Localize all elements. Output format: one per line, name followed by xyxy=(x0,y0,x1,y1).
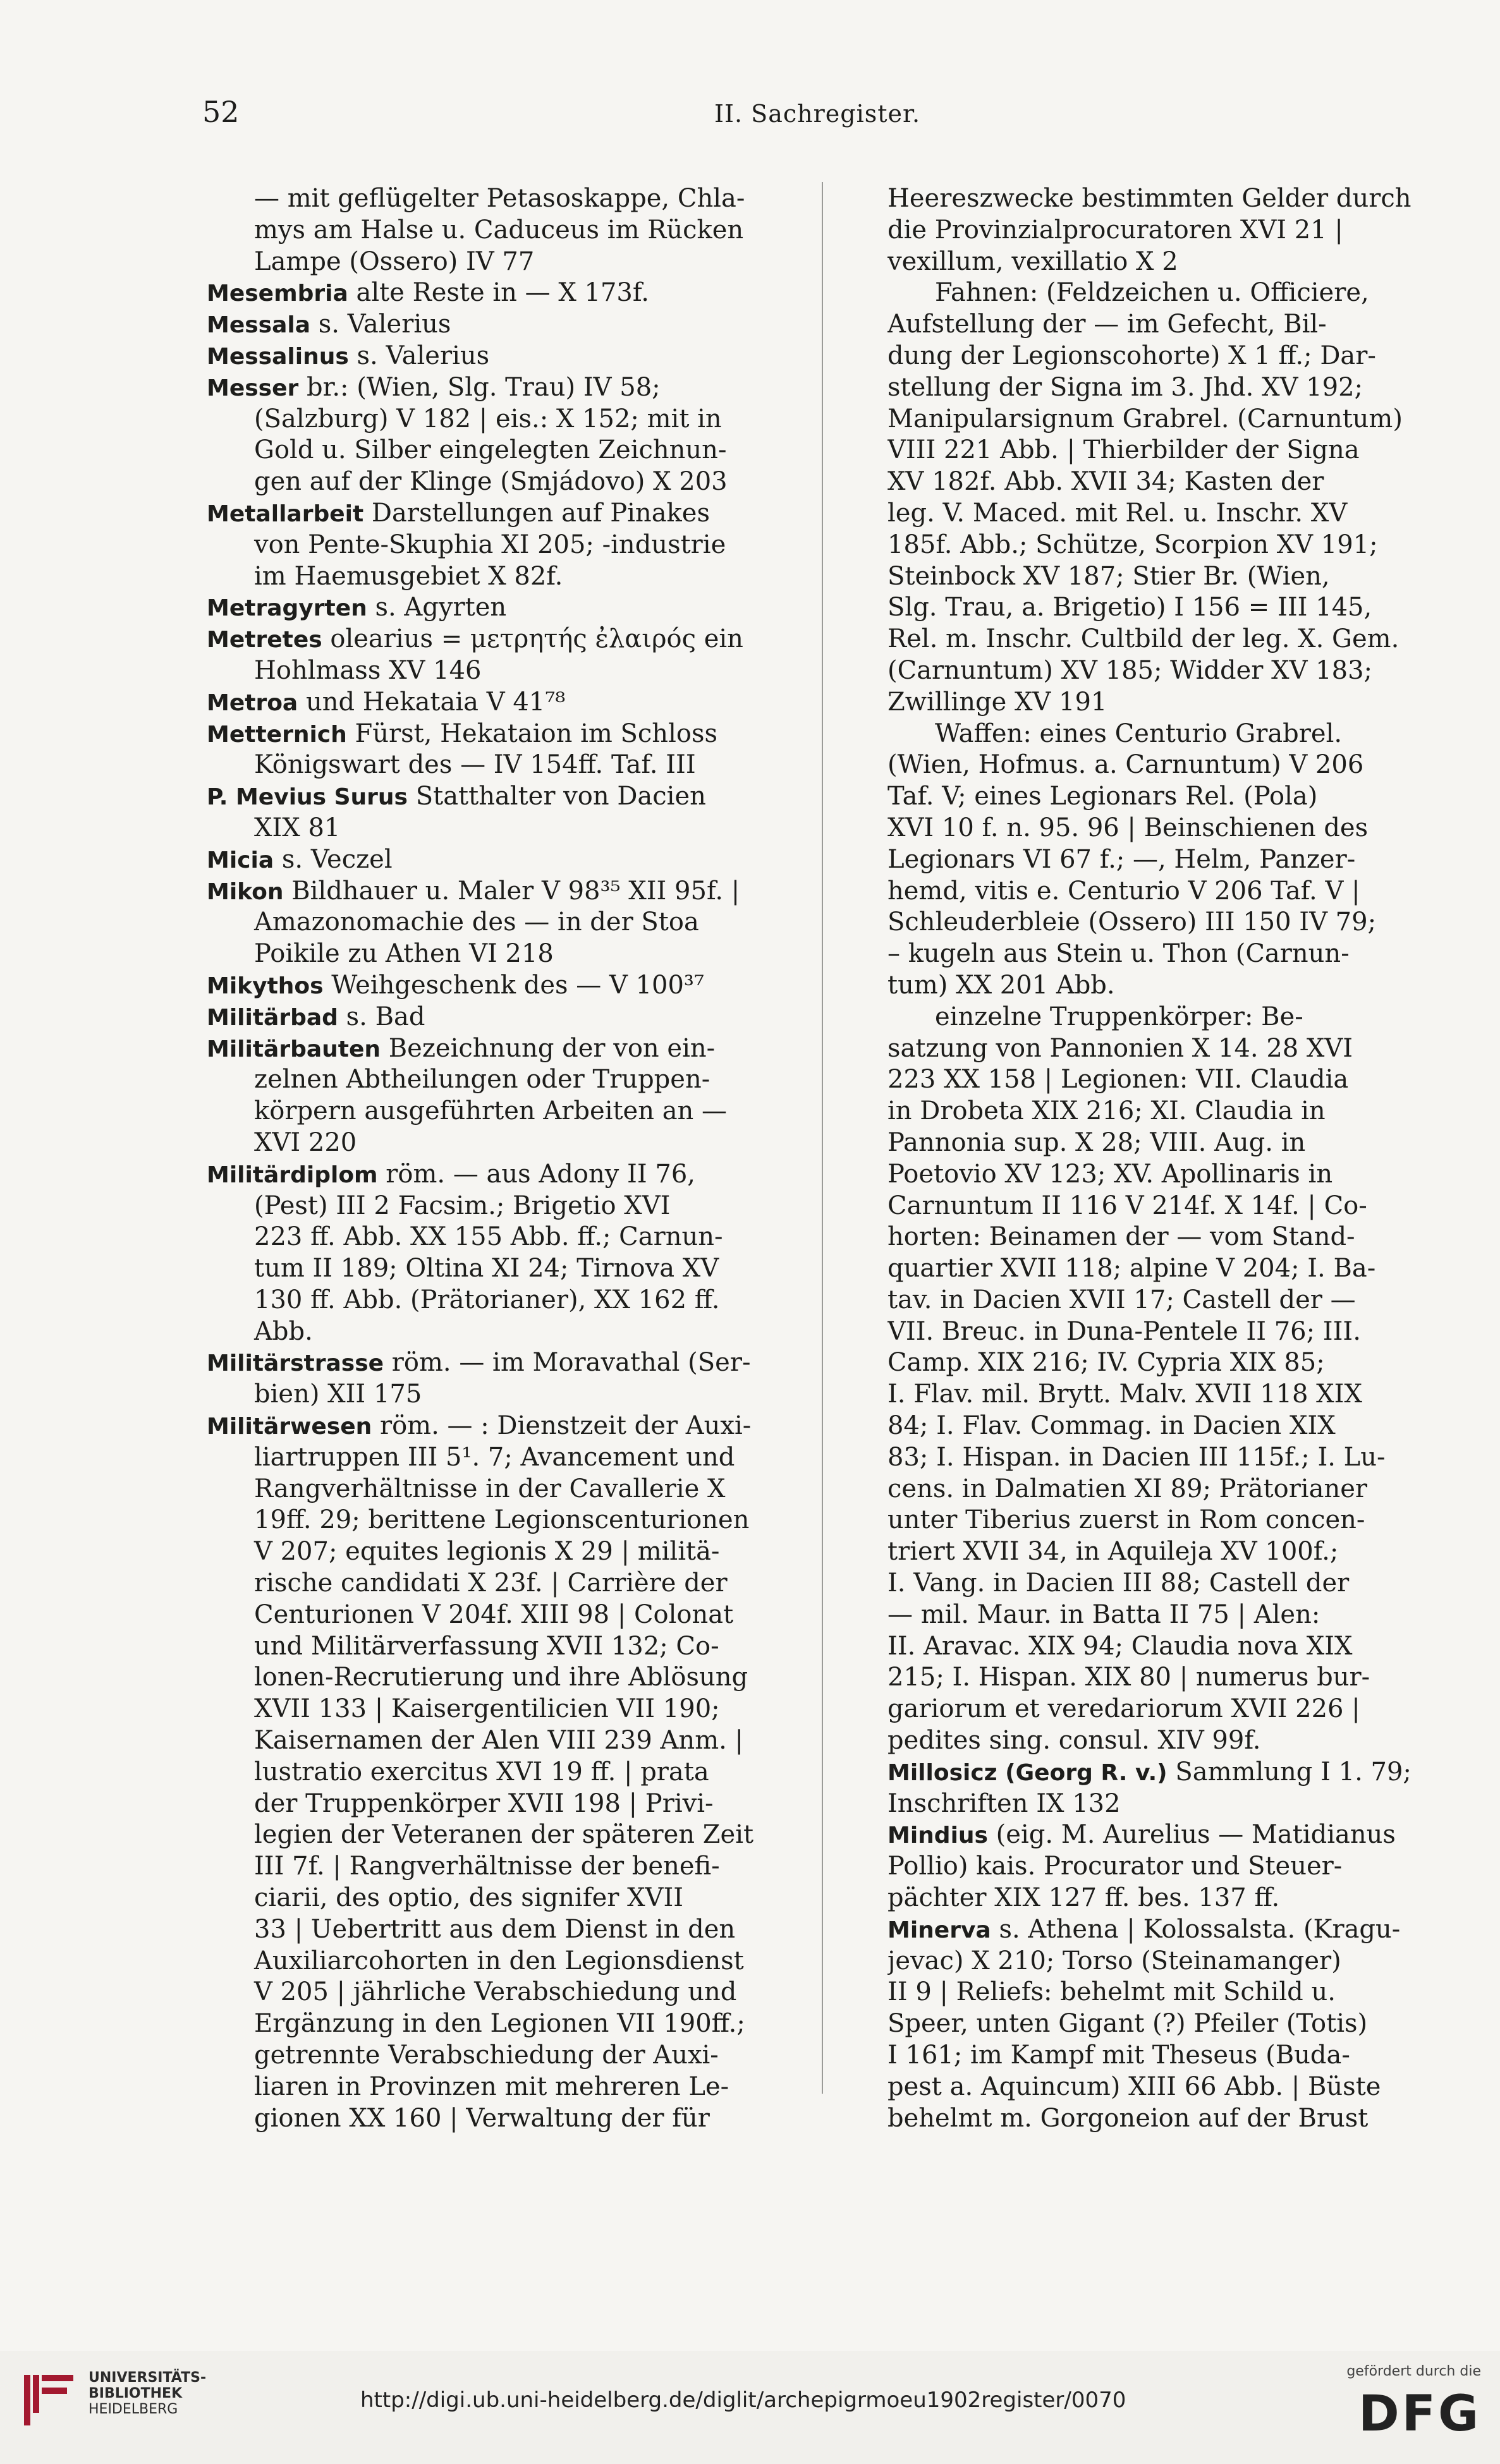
index-text: Inschriften IX 132 xyxy=(887,1788,1121,1818)
index-line xyxy=(207,1694,791,1725)
index-line xyxy=(207,813,791,844)
index-line xyxy=(207,277,791,309)
index-text: Gold u. Silber eingelegten Zeichnun- xyxy=(254,435,727,465)
index-line xyxy=(207,435,791,466)
index-text: Hohlmass XV 146 xyxy=(254,655,482,685)
index-line xyxy=(887,1191,1429,1222)
index-line xyxy=(207,309,791,341)
index-line xyxy=(887,1599,1429,1631)
index-text: VIII 221 Abb. | Thierbilder der Signa xyxy=(887,435,1360,465)
index-line xyxy=(887,1883,1429,1914)
index-line xyxy=(207,624,791,655)
index-line xyxy=(207,561,791,593)
index-text: s. Veczel xyxy=(274,844,393,874)
index-keyword: Micia xyxy=(207,847,274,873)
index-keyword: Militärbauten xyxy=(207,1036,381,1062)
index-text: dung der Legionscohorte) X 1 ff.; Dar- xyxy=(887,341,1376,370)
index-line xyxy=(207,592,791,624)
index-text: stellung der Signa im 3. Jhd. XV 192; xyxy=(887,372,1363,402)
index-keyword: Mikythos xyxy=(207,973,324,999)
index-text: (Salzburg) V 182 | eis.: X 152; mit in xyxy=(254,404,722,434)
running-head: II. Sachregister. xyxy=(714,100,921,128)
index-text: körpern ausgeführten Arbeiten an — xyxy=(254,1096,728,1126)
index-text: Camp. XIX 216; IV. Cypria XIX 85; xyxy=(887,1348,1325,1378)
index-text: tum) XX 201 Abb. xyxy=(887,970,1115,1000)
index-text: I 161; im Kampf mit Theseus (Buda- xyxy=(887,2041,1350,2070)
index-line xyxy=(207,1411,791,1442)
index-keyword: Minerva xyxy=(887,1917,991,1943)
index-line xyxy=(887,907,1429,938)
index-text: bien) XII 175 xyxy=(254,1380,422,1409)
index-line xyxy=(887,750,1429,781)
index-line xyxy=(207,1096,791,1127)
index-text: 84; I. Flav. Commag. in Dacien XIX xyxy=(887,1411,1336,1441)
index-keyword: Metretes xyxy=(207,627,322,653)
index-text: satzung von Pannonien X 14. 28 XVI xyxy=(887,1033,1353,1063)
index-text: zelnen Abtheilungen oder Truppen- xyxy=(254,1065,710,1095)
index-text: Steinbock XV 187; Stier Br. (Wien, xyxy=(887,561,1330,591)
index-line xyxy=(207,1757,791,1788)
university-library-logo-icon xyxy=(19,2369,82,2432)
index-line xyxy=(887,1946,1429,1977)
index-line xyxy=(207,907,791,938)
index-line xyxy=(887,1568,1429,1599)
index-line xyxy=(207,1347,791,1379)
index-text: Amazonomachie des — in der Stoa xyxy=(254,907,699,937)
index-text: alte Reste in — X 173f. xyxy=(348,278,649,308)
index-keyword: Messer xyxy=(207,375,299,401)
index-text: III 7f. | Rangverhältnisse der benefi- xyxy=(254,1852,720,1881)
index-line xyxy=(887,1285,1429,1316)
footer-bar xyxy=(0,2351,1500,2464)
index-line xyxy=(887,277,1429,309)
index-text: lustratio exercitus XVI 19 ff. | prata xyxy=(254,1757,709,1787)
index-keyword: Messalinus xyxy=(207,343,349,370)
index-text: einzelne Truppenkörper: Be- xyxy=(935,1002,1303,1031)
index-line xyxy=(207,2040,791,2072)
index-text: VII. Breuc. in Duna-Pentele II 76; III. xyxy=(887,1316,1361,1346)
index-text: tav. in Dacien XVII 17; Castell der — xyxy=(887,1285,1356,1314)
index-line xyxy=(887,624,1429,655)
index-text: gen auf der Klinge (Smjádovo) X 203 xyxy=(254,467,728,497)
index-text: Waffen: eines Centurio Grabrel. xyxy=(935,719,1343,748)
index-text: pächter XIX 127 ff. bes. 137 ff. xyxy=(887,1883,1280,1913)
index-text: Darstellungen auf Pinakes xyxy=(363,498,710,528)
index-line xyxy=(207,1127,791,1159)
index-text: jevac) X 210; Torso (Steinamanger) xyxy=(887,1946,1341,1975)
index-keyword: Metragyrten xyxy=(207,595,367,622)
index-line xyxy=(207,844,791,876)
index-text: XVII 133 | Kaisergentilicien VII 190; xyxy=(254,1694,720,1724)
index-line xyxy=(207,1883,791,1914)
index-text: röm. — : Dienstzeit der Auxi- xyxy=(372,1411,752,1441)
index-line xyxy=(887,592,1429,624)
index-text: unter Tiberius zuerst in Rom concen- xyxy=(887,1505,1365,1535)
index-text: Legionars VI 67 f.; —, Helm, Panzer- xyxy=(887,844,1356,874)
index-text: und Hekataia V 41⁷⁸ xyxy=(298,687,566,717)
index-line xyxy=(207,1536,791,1568)
index-line xyxy=(887,1222,1429,1253)
index-text: und Militärverfassung XVII 132; Co- xyxy=(254,1631,719,1661)
index-keyword: Militärwesen xyxy=(207,1414,372,1440)
page-number: 52 xyxy=(202,95,240,129)
index-text: Zwillinge XV 191 xyxy=(887,687,1107,717)
index-text: — mil. Maur. in Batta II 75 | Alen: xyxy=(887,1599,1320,1629)
index-text: V 205 | jährliche Verabschiedung und xyxy=(254,1977,737,2007)
index-line xyxy=(207,719,791,750)
index-keyword: P. Mevius Surus xyxy=(207,784,408,811)
index-line xyxy=(887,876,1429,907)
index-text: behelmt m. Gorgoneion auf der Brust xyxy=(887,2103,1369,2133)
index-text: XIX 81 xyxy=(254,813,341,842)
index-line xyxy=(887,1442,1429,1474)
index-line xyxy=(887,1914,1429,1946)
index-text: lonen-Recrutierung und ihre Ablösung xyxy=(254,1663,748,1692)
library-name: UNIVERSITÄTS- BIBLIOTHEK HEIDELBERG xyxy=(88,2370,207,2417)
index-line xyxy=(887,1096,1429,1127)
index-text: tum II 189; Oltina XI 24; Tirnova XV xyxy=(254,1254,719,1284)
index-text: Taf. V; eines Legionars Rel. (Pola) xyxy=(887,782,1318,811)
index-line xyxy=(207,2103,791,2135)
index-line xyxy=(207,1033,791,1065)
index-text: Speer, unten Gigant (?) Pfeiler (Totis) xyxy=(887,2009,1368,2039)
index-line xyxy=(207,781,791,813)
index-line xyxy=(207,1222,791,1253)
index-line xyxy=(207,1788,791,1820)
index-text: Pannonia sup. X 28; VIII. Aug. in xyxy=(887,1127,1306,1157)
index-text: Heereszwecke bestimmten Gelder durch xyxy=(887,184,1412,213)
index-text: olearius = μετρητής ἐλαιρός ein xyxy=(322,624,743,654)
index-text: in Drobeta XIX 216; XI. Claudia in xyxy=(887,1096,1326,1126)
index-line xyxy=(887,2072,1429,2103)
index-text: (Wien, Hofmus. a. Carnuntum) V 206 xyxy=(887,750,1364,780)
index-line xyxy=(207,655,791,687)
index-text: I. Flav. mil. Brytt. Malv. XVII 118 XIX xyxy=(887,1380,1362,1409)
page-header xyxy=(202,95,929,145)
index-text: von Pente-Skuphia XI 205; -industrie xyxy=(254,530,726,559)
index-line xyxy=(887,1127,1429,1159)
index-line xyxy=(887,561,1429,593)
index-line xyxy=(207,1285,791,1316)
index-text: (Carnuntum) XV 185; Widder XV 183; xyxy=(887,655,1372,685)
index-line xyxy=(887,1474,1429,1505)
index-text: Manipularsignum Grabrel. (Carnuntum) xyxy=(887,404,1403,434)
index-text: im Haemusgebiet X 82f. xyxy=(254,561,563,591)
index-line xyxy=(207,2008,791,2040)
index-keyword: Metroa xyxy=(207,689,298,716)
index-line xyxy=(887,2008,1429,2040)
index-text: 223 XX 158 | Legionen: VII. Claudia xyxy=(887,1065,1349,1095)
index-text: XV 182f. Abb. XVII 34; Kasten der xyxy=(887,467,1324,497)
index-text: br.: (Wien, Slg. Trau) IV 58; xyxy=(298,372,661,402)
index-text: s. Valerius xyxy=(348,341,490,370)
index-line xyxy=(207,183,791,215)
index-line xyxy=(887,246,1429,278)
index-line xyxy=(207,1599,791,1631)
index-keyword: Metternich xyxy=(207,721,347,748)
index-text: 130 ff. Abb. (Prätorianer), XX 162 ff. xyxy=(254,1285,720,1314)
index-text: Ergänzung in den Legionen VII 190ff.; xyxy=(254,2009,745,2039)
index-text: Pollio) kais. Procurator und Steuer- xyxy=(887,1852,1343,1881)
index-line xyxy=(207,1442,791,1474)
index-text: Rel. m. Inschr. Cultbild der leg. X. Gem. xyxy=(887,624,1399,654)
index-text: ciarii, des optio, des signifer XVII xyxy=(254,1883,684,1913)
index-line xyxy=(887,970,1429,1002)
index-text: Fahnen: (Feldzeichen u. Officiere, xyxy=(935,278,1369,308)
index-text: Auxiliarcohorten in den Legionsdienst xyxy=(254,1946,744,1975)
index-line xyxy=(207,215,791,246)
index-line xyxy=(207,1977,791,2008)
index-text: cens. in Dalmatien XI 89; Prätorianer xyxy=(887,1474,1368,1503)
index-text: Centurionen V 204f. XIII 98 | Colonat xyxy=(254,1599,734,1629)
index-text: XVI 220 xyxy=(254,1127,357,1157)
index-text: 185f. Abb.; Schütze, Scorpion XV 191; xyxy=(887,530,1378,559)
index-text: Schleuderbleie (Ossero) III 150 IV 79; xyxy=(887,907,1377,937)
index-text: hemd, vitis e. Centurio V 206 Taf. V | xyxy=(887,876,1360,906)
index-text: 33 | Uebertritt aus dem Dienst in den xyxy=(254,1914,736,1944)
index-text: Fürst, Hekataion im Schloss xyxy=(346,719,717,748)
index-line xyxy=(207,876,791,907)
index-text: Bezeichnung der von ein- xyxy=(381,1033,716,1063)
sponsor-caption: gefördert durch die xyxy=(1346,2364,1481,2379)
index-text: Rangverhältnisse in der Cavallerie X xyxy=(254,1474,726,1503)
index-line xyxy=(207,372,791,404)
index-line xyxy=(207,1725,791,1757)
index-text: röm. — aus Adony II 76, xyxy=(377,1159,695,1189)
index-line xyxy=(887,1253,1429,1285)
index-line xyxy=(887,309,1429,341)
index-keyword: Mesembria xyxy=(207,281,348,307)
index-text: quartier XVII 118; alpine V 204; I. Ba- xyxy=(887,1254,1376,1284)
index-keyword: Militärbad xyxy=(207,1004,338,1031)
index-text: vexillum, vexillatio X 2 xyxy=(887,246,1178,276)
index-text: Lampe (Ossero) IV 77 xyxy=(254,246,535,276)
index-text: leg. V. Maced. mit Rel. u. Inschr. XV xyxy=(887,498,1348,528)
index-line xyxy=(207,498,791,530)
index-text: Poikile zu Athen VI 218 xyxy=(254,939,554,969)
index-text: Poetovio XV 123; XV. Apollinaris in xyxy=(887,1159,1333,1189)
index-line xyxy=(887,1033,1429,1065)
index-line xyxy=(207,404,791,435)
index-line xyxy=(207,1662,791,1694)
index-line xyxy=(887,1159,1429,1191)
index-text: s. Bad xyxy=(338,1002,425,1031)
index-line xyxy=(887,687,1429,719)
index-text: (Pest) III 2 Facsim.; Brigetio XVI xyxy=(254,1191,671,1220)
index-line xyxy=(207,1002,791,1033)
index-line xyxy=(207,341,791,372)
index-line xyxy=(887,1788,1429,1820)
index-line xyxy=(887,844,1429,876)
index-text: röm. — im Moravathal (Ser- xyxy=(384,1348,751,1378)
index-line xyxy=(207,1568,791,1599)
index-line xyxy=(887,781,1429,813)
index-line xyxy=(887,498,1429,530)
index-line xyxy=(887,1757,1429,1788)
index-line xyxy=(887,1819,1429,1851)
index-text: Bildhauer u. Maler V 98³⁵ XII 95f. | xyxy=(283,876,740,906)
index-line xyxy=(887,466,1429,498)
index-text: – kugeln aus Stein u. Thon (Carnun- xyxy=(887,939,1350,969)
index-text: XVI 10 f. n. 95. 96 | Beinschienen des xyxy=(887,813,1369,842)
index-line xyxy=(887,1725,1429,1757)
index-line xyxy=(207,1914,791,1946)
index-text: liartruppen III 5¹. 7; Avancement und xyxy=(254,1442,735,1472)
index-line xyxy=(887,1505,1429,1536)
index-line xyxy=(887,341,1429,372)
index-text: triert XVII 34, in Aquileja XV 100f.; xyxy=(887,1537,1339,1567)
index-text: mys am Halse u. Caduceus im Rücken xyxy=(254,215,744,245)
index-text: Carnuntum II 116 V 214f. X 14f. | Co- xyxy=(887,1191,1367,1220)
index-line xyxy=(207,1946,791,1977)
index-text: — mit geflügelter Petasoskappe, Chla- xyxy=(254,184,745,213)
index-keyword: Militärstrasse xyxy=(207,1350,384,1377)
column-divider xyxy=(822,182,823,2094)
index-text: Slg. Trau, a. Brigetio) I 156 = III 145, xyxy=(887,593,1372,622)
index-line xyxy=(207,1505,791,1536)
index-line xyxy=(207,2072,791,2103)
index-keyword: Metallarbeit xyxy=(207,501,364,527)
index-line xyxy=(207,530,791,561)
index-line xyxy=(887,1002,1429,1033)
index-line xyxy=(887,1536,1429,1568)
index-keyword: Millosicz (Georg R. v.) xyxy=(887,1759,1168,1786)
index-line xyxy=(207,466,791,498)
index-line xyxy=(207,750,791,781)
index-text: legien der Veteranen der späteren Zeit xyxy=(254,1820,754,1850)
index-keyword: Mindius xyxy=(887,1823,988,1849)
index-line xyxy=(207,1819,791,1851)
index-line xyxy=(887,1316,1429,1348)
index-line xyxy=(887,938,1429,970)
index-text: II 9 | Reliefs: behelmt mit Schild u. xyxy=(887,1977,1336,2007)
index-line xyxy=(887,1662,1429,1694)
index-line xyxy=(887,1694,1429,1725)
index-line xyxy=(887,1347,1429,1379)
index-text: gariorum et veredariorum XVII 226 | xyxy=(887,1694,1360,1724)
dfg-logo: DFG xyxy=(1358,2386,1481,2443)
index-line xyxy=(887,1851,1429,1883)
index-text: horten: Beinamen der — vom Stand- xyxy=(887,1222,1355,1252)
index-text: I. Vang. in Dacien III 88; Castell der xyxy=(887,1569,1350,1598)
index-line xyxy=(887,1379,1429,1411)
index-text: der Truppenkörper XVII 198 | Privi- xyxy=(254,1788,714,1818)
index-text: die Provinzialprocuratoren XVI 21 | xyxy=(887,215,1343,245)
index-text: Königswart des — IV 154ff. Taf. III xyxy=(254,750,696,780)
index-line xyxy=(887,1977,1429,2008)
index-text: pest a. Aquincum) XIII 66 Abb. | Büste xyxy=(887,2072,1381,2101)
index-line xyxy=(887,2103,1429,2135)
index-line xyxy=(887,2040,1429,2072)
index-line xyxy=(887,1631,1429,1663)
right-column xyxy=(887,183,1429,2134)
index-line xyxy=(207,1474,791,1505)
index-text: 83; I. Hispan. in Dacien III 115f.; I. Lu- xyxy=(887,1442,1386,1472)
index-line xyxy=(887,813,1429,844)
index-line xyxy=(207,1253,791,1285)
index-text: s. Agyrten xyxy=(367,593,507,622)
index-text: Sammlung I 1. 79; xyxy=(1167,1757,1412,1787)
index-keyword: Mikon xyxy=(207,878,284,905)
index-text: s. Valerius xyxy=(310,310,451,339)
index-line xyxy=(887,183,1429,215)
index-line xyxy=(207,1316,791,1348)
index-line xyxy=(207,1159,791,1191)
index-line xyxy=(887,530,1429,561)
index-keyword: Messala xyxy=(207,312,311,339)
index-line xyxy=(207,246,791,278)
index-line xyxy=(207,687,791,719)
digital-copy-link[interactable]: http://digi.ub.uni-heidelberg.de/diglit/archepigrmoeu1902register/0070 xyxy=(360,2388,1126,2413)
index-text: pedites sing. consul. XIV 99f. xyxy=(887,1726,1261,1756)
index-line xyxy=(887,1411,1429,1442)
index-text: Abb. xyxy=(254,1316,313,1346)
index-line xyxy=(207,1064,791,1096)
index-text: 215; I. Hispan. XIX 80 | numerus bur- xyxy=(887,1663,1370,1692)
index-line xyxy=(207,938,791,970)
index-text: gionen XX 160 | Verwaltung der für xyxy=(254,2103,710,2133)
index-keyword: Militärdiplom xyxy=(207,1162,378,1188)
index-text: Statthalter von Dacien xyxy=(408,782,706,811)
index-line xyxy=(887,655,1429,687)
index-text: V 207; equites legionis X 29 | militä- xyxy=(254,1537,720,1567)
index-line xyxy=(207,1191,791,1222)
index-text: 223 ff. Abb. XX 155 Abb. ff.; Carnun- xyxy=(254,1222,723,1252)
index-line xyxy=(207,1851,791,1883)
index-line xyxy=(887,719,1429,750)
index-text: Aufstellung der — im Gefecht, Bil- xyxy=(887,310,1327,339)
index-text: II. Aravac. XIX 94; Claudia nova XIX xyxy=(887,1631,1353,1661)
index-line xyxy=(207,1379,791,1411)
index-text: getrennte Verabschiedung der Auxi- xyxy=(254,2041,719,2070)
index-text: s. Athena | Kolossalsta. (Kragu- xyxy=(991,1914,1401,1944)
index-line xyxy=(207,1631,791,1663)
index-text: Kaisernamen der Alen VIII 239 Anm. | xyxy=(254,1726,744,1756)
index-text: rische candidati X 23f. | Carrière der xyxy=(254,1569,728,1598)
index-line xyxy=(887,372,1429,404)
index-line xyxy=(887,435,1429,466)
index-text: (eig. M. Aurelius — Matidianus xyxy=(987,1820,1396,1850)
index-line xyxy=(887,215,1429,246)
index-text: liaren in Provinzen mit mehreren Le- xyxy=(254,2072,729,2101)
index-text: 19ff. 29; berittene Legionscenturionen xyxy=(254,1505,750,1535)
index-line xyxy=(887,1064,1429,1096)
index-line xyxy=(207,970,791,1002)
index-text: Weihgeschenk des — V 100³⁷ xyxy=(323,970,704,1000)
left-column xyxy=(207,183,791,2134)
index-line xyxy=(887,404,1429,435)
